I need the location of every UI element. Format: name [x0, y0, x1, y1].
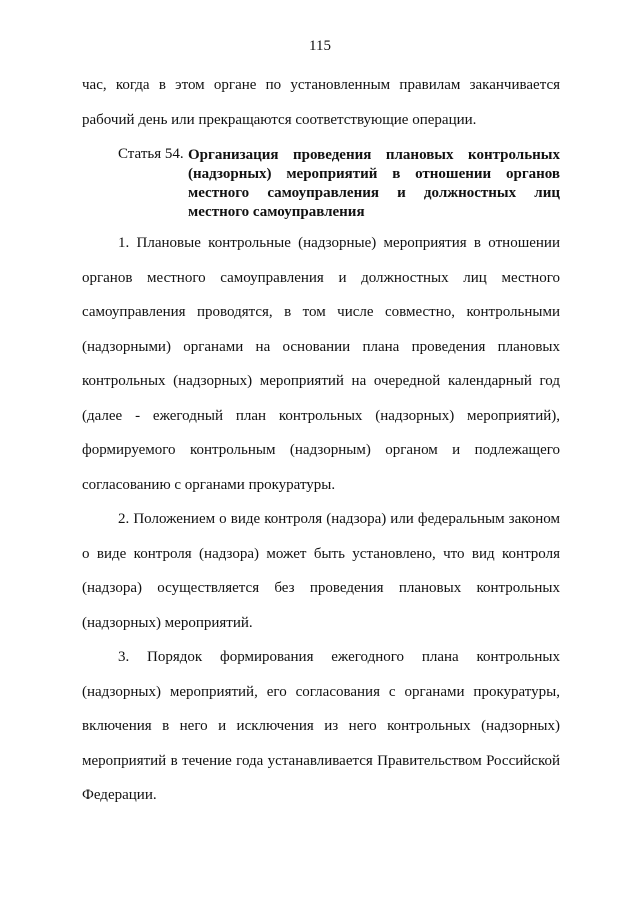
text-line: согласованию с органами прокуратуры.	[82, 476, 336, 493]
paragraph-1	[82, 226, 560, 502]
text-line: 2. Положением о виде контроля (надзора) или федеральным законом	[118, 511, 560, 527]
text-line: включения в него и исключения из него контрольных (надзорных)	[82, 718, 560, 734]
text-line: 3. Порядок формирования ежегодного плана контрольных	[118, 649, 560, 665]
intro-paragraph	[82, 68, 560, 137]
text-line: контрольных (надзорных) мероприятий на очередной календарный год	[82, 373, 560, 389]
text-line: (надзорных) мероприятий.	[82, 614, 253, 631]
text-line: Федерации.	[82, 787, 157, 803]
text-line: рабочий день или прекращаются соответствующие операции.	[82, 111, 477, 128]
paragraph-2	[82, 502, 560, 640]
article-title-line: местного самоуправления и должностных лиц	[188, 185, 560, 201]
article-title	[188, 146, 560, 222]
text-line: органов местного самоуправления и должностных лиц местного	[82, 269, 560, 286]
text-line: (надзорных) мероприятий, его согласования с органами прокуратуры,	[82, 683, 560, 700]
text-line: (надзора) осуществляется без проведения плановых контрольных	[82, 580, 560, 596]
text-line: (далее - ежегодный план контрольных (надзорных) мероприятий),	[82, 407, 560, 424]
text-line: час, когда в этом органе по установленным правилам заканчивается	[82, 77, 560, 93]
article-number: Статья 54.	[118, 146, 184, 162]
text-line: мероприятий в течение года устанавливается Правительством Российской	[82, 752, 560, 769]
text-line: о виде контроля (надзора) может быть установлено, что вид контроля	[82, 545, 560, 562]
text-line: (надзорными) органами на основании плана проведения плановых	[82, 338, 560, 355]
text-line: 1. Плановые контрольные (надзорные) мероприятия в отношении	[118, 235, 560, 251]
text-line: формируемого контрольным (надзорным) органом и подлежащего	[82, 442, 560, 458]
paragraph-3	[82, 640, 560, 813]
article-title-line: Организация проведения плановых контрольных	[188, 147, 560, 163]
article-title-line: местного самоуправления	[188, 204, 365, 220]
article-title-line: (надзорных) мероприятий в отношении органов	[188, 166, 560, 182]
page-number: 115	[309, 38, 331, 54]
text-line: самоуправления проводятся, в том числе совместно, контрольными	[82, 304, 560, 320]
